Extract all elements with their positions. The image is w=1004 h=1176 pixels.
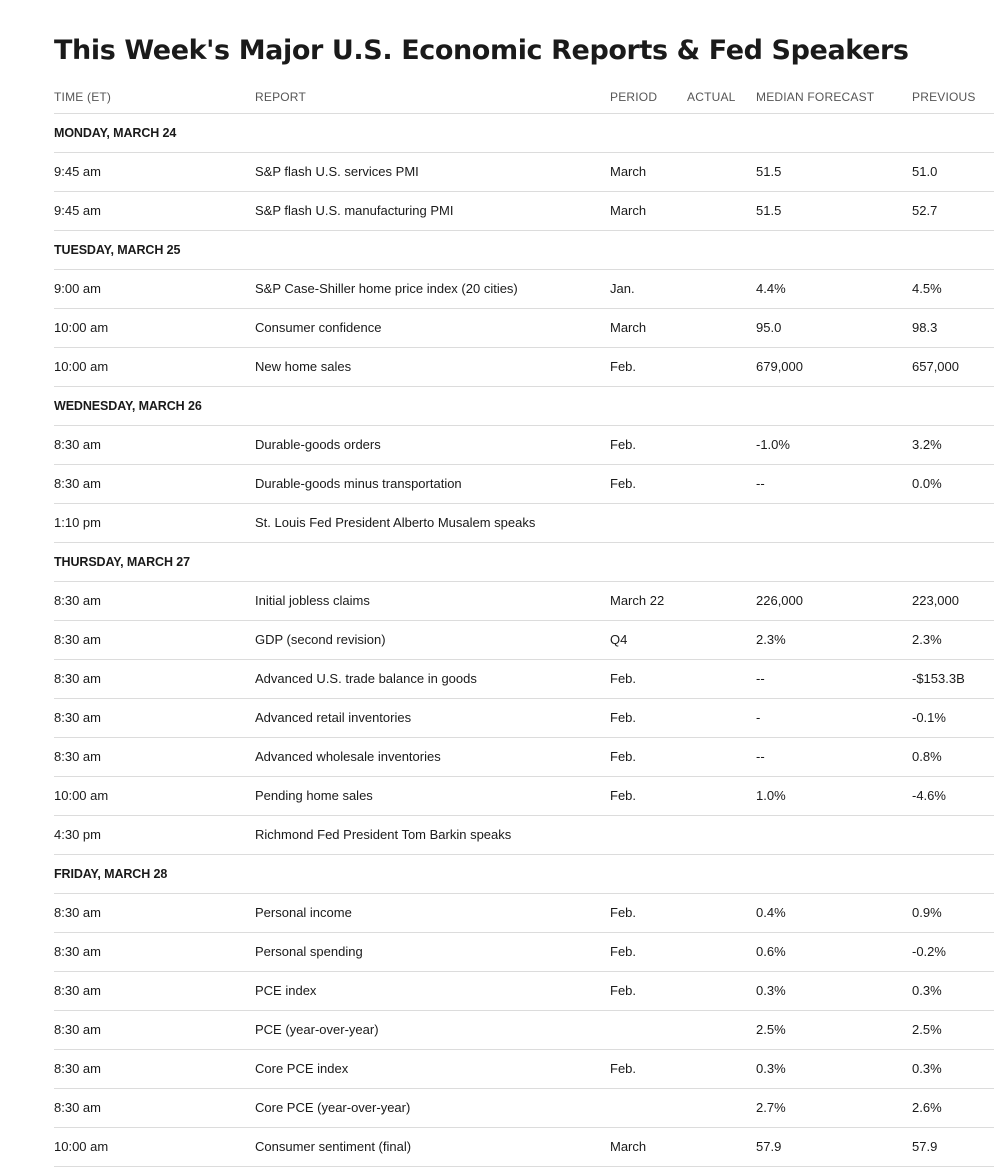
cell-time: 9:45 am — [54, 164, 101, 179]
cell-previous: 2.3% — [912, 632, 942, 647]
cell-time: 8:30 am — [54, 437, 101, 452]
table-row — [54, 1089, 994, 1128]
col-header-previous: PREVIOUS — [912, 90, 976, 104]
cell-previous: -0.1% — [912, 710, 946, 725]
cell-previous: 2.5% — [912, 1022, 942, 1037]
cell-report: Consumer confidence — [255, 320, 382, 335]
cell-median-forecast: 2.3% — [756, 632, 786, 647]
cell-median-forecast: -1.0% — [756, 437, 790, 452]
cell-time: 1:10 pm — [54, 515, 101, 530]
cell-period: March — [610, 1139, 647, 1154]
cell-report: Advanced retail inventories — [255, 710, 412, 725]
cell-period: Feb. — [610, 671, 637, 686]
cell-time: 8:30 am — [54, 476, 101, 491]
cell-time: 10:00 am — [54, 320, 109, 335]
day-header-row — [54, 114, 994, 153]
cell-period: Q4 — [610, 632, 628, 647]
cell-median-forecast: 2.5% — [756, 1022, 786, 1037]
cell-median-forecast: 95.0 — [756, 320, 782, 335]
table-row — [54, 192, 994, 231]
cell-median-forecast: - — [756, 710, 761, 725]
col-header-actual: ACTUAL — [687, 90, 736, 104]
cell-time: 10:00 am — [54, 788, 109, 803]
cell-report: Personal spending — [255, 944, 363, 959]
cell-median-forecast: 2.7% — [756, 1100, 786, 1115]
cell-time: 8:30 am — [54, 710, 101, 725]
cell-time: 8:30 am — [54, 671, 101, 686]
cell-period: Feb. — [610, 359, 637, 374]
day-label: MONDAY, MARCH 24 — [54, 126, 177, 140]
cell-time: 8:30 am — [54, 749, 101, 764]
cell-report: S&P Case-Shiller home price index (20 cities) — [255, 281, 518, 296]
cell-report: Durable-goods minus transportation — [255, 476, 462, 491]
cell-median-forecast: 0.4% — [756, 905, 786, 920]
cell-report: St. Louis Fed President Alberto Musalem speaks — [255, 515, 536, 530]
cell-time: 8:30 am — [54, 905, 101, 920]
cell-period: March 22 — [610, 593, 665, 608]
day-header-row — [54, 231, 994, 270]
cell-report: Richmond Fed President Tom Barkin speaks — [255, 827, 512, 842]
cell-time: 9:00 am — [54, 281, 101, 296]
day-label: TUESDAY, MARCH 25 — [54, 243, 181, 257]
cell-period: Feb. — [610, 710, 637, 725]
day-header-row — [54, 387, 994, 426]
cell-time: 9:45 am — [54, 203, 101, 218]
col-header-period: PERIOD — [610, 90, 658, 104]
day-header-row — [54, 543, 994, 582]
cell-time: 8:30 am — [54, 983, 101, 998]
cell-period: Feb. — [610, 944, 637, 959]
cell-period: Feb. — [610, 1061, 637, 1076]
cell-report: Core PCE (year-over-year) — [255, 1100, 411, 1115]
cell-median-forecast: 4.4% — [756, 281, 786, 296]
cell-previous: 657,000 — [912, 359, 959, 374]
cell-report: Personal income — [255, 905, 352, 920]
table-row — [54, 504, 994, 543]
cell-report: PCE index — [255, 983, 317, 998]
cell-period: Feb. — [610, 749, 637, 764]
cell-period: Jan. — [610, 281, 635, 296]
table-row — [54, 699, 994, 738]
cell-previous: 98.3 — [912, 320, 938, 335]
cell-previous: 3.2% — [912, 437, 942, 452]
table-row — [54, 738, 994, 777]
cell-time: 4:30 pm — [54, 827, 101, 842]
cell-report: Consumer sentiment (final) — [255, 1139, 412, 1154]
cell-previous: 51.0 — [912, 164, 938, 179]
day-label: FRIDAY, MARCH 28 — [54, 867, 168, 881]
cell-time: 8:30 am — [54, 1061, 101, 1076]
cell-period: March — [610, 164, 647, 179]
table-row — [54, 933, 994, 972]
cell-previous: -4.6% — [912, 788, 946, 803]
table-row — [54, 582, 994, 621]
cell-report: S&P flash U.S. services PMI — [255, 164, 419, 179]
cell-median-forecast: -- — [756, 476, 765, 491]
cell-time: 8:30 am — [54, 944, 101, 959]
cell-report: GDP (second revision) — [255, 632, 386, 647]
cell-time: 8:30 am — [54, 593, 101, 608]
table-row — [54, 426, 994, 465]
table-row — [54, 816, 994, 855]
table-row — [54, 270, 994, 309]
cell-period: Feb. — [610, 788, 637, 803]
cell-time: 10:00 am — [54, 359, 109, 374]
cell-median-forecast: 679,000 — [756, 359, 803, 374]
cell-median-forecast: -- — [756, 671, 765, 686]
cell-previous: -$153.3B — [912, 671, 965, 686]
cell-period: Feb. — [610, 476, 637, 491]
table-row — [54, 660, 994, 699]
col-header-time: TIME (ET) — [54, 90, 112, 104]
cell-report: New home sales — [255, 359, 352, 374]
cell-median-forecast: 0.3% — [756, 1061, 786, 1076]
cell-median-forecast: 0.6% — [756, 944, 786, 959]
cell-report: Advanced wholesale inventories — [255, 749, 441, 764]
cell-median-forecast: 0.3% — [756, 983, 786, 998]
table-row — [54, 153, 994, 192]
cell-report: Advanced U.S. trade balance in goods — [255, 671, 477, 686]
table-row — [54, 1050, 994, 1089]
cell-previous: 2.6% — [912, 1100, 942, 1115]
cell-median-forecast: 226,000 — [756, 593, 803, 608]
page-title: This Week's Major U.S. Economic Reports & Fed Speakers — [54, 35, 909, 66]
cell-previous: 0.3% — [912, 1061, 942, 1076]
cell-previous: 223,000 — [912, 593, 959, 608]
table-row — [54, 1011, 994, 1050]
cell-previous: 0.9% — [912, 905, 942, 920]
day-label: THURSDAY, MARCH 27 — [54, 555, 190, 569]
cell-previous: 52.7 — [912, 203, 938, 218]
cell-period: Feb. — [610, 983, 637, 998]
cell-time: 10:00 am — [54, 1139, 109, 1154]
cell-time: 8:30 am — [54, 1100, 101, 1115]
cell-median-forecast: 51.5 — [756, 203, 782, 218]
table-row — [54, 972, 994, 1011]
cell-report: S&P flash U.S. manufacturing PMI — [255, 203, 454, 218]
cell-previous: 0.8% — [912, 749, 942, 764]
cell-previous: 0.3% — [912, 983, 942, 998]
cell-report: Durable-goods orders — [255, 437, 381, 452]
col-header-report: REPORT — [255, 90, 306, 104]
table-row — [54, 348, 994, 387]
cell-report: Initial jobless claims — [255, 593, 370, 608]
day-label: WEDNESDAY, MARCH 26 — [54, 399, 202, 413]
table-row — [54, 894, 994, 933]
col-header-median-forecast: MEDIAN FORECAST — [756, 90, 875, 104]
cell-period: Feb. — [610, 437, 637, 452]
table-row — [54, 777, 994, 816]
cell-median-forecast: 1.0% — [756, 788, 786, 803]
table-row — [54, 1128, 994, 1167]
cell-previous: 4.5% — [912, 281, 942, 296]
cell-report: PCE (year-over-year) — [255, 1022, 379, 1037]
table-row — [54, 465, 994, 504]
cell-median-forecast: -- — [756, 749, 765, 764]
cell-time: 8:30 am — [54, 1022, 101, 1037]
cell-previous: -0.2% — [912, 944, 946, 959]
day-header-row — [54, 855, 994, 894]
cell-report: Pending home sales — [255, 788, 373, 803]
cell-period: Feb. — [610, 905, 637, 920]
table-header — [54, 78, 994, 114]
cell-time: 8:30 am — [54, 632, 101, 647]
table-row — [54, 621, 994, 660]
table-row — [54, 309, 994, 348]
cell-median-forecast: 57.9 — [756, 1139, 782, 1154]
cell-report: Core PCE index — [255, 1061, 349, 1076]
cell-period: March — [610, 320, 647, 335]
cell-previous: 57.9 — [912, 1139, 938, 1154]
cell-previous: 0.0% — [912, 476, 942, 491]
cell-period: March — [610, 203, 647, 218]
table-body — [54, 114, 994, 1167]
economic-calendar-table — [54, 78, 994, 1167]
cell-median-forecast: 51.5 — [756, 164, 782, 179]
